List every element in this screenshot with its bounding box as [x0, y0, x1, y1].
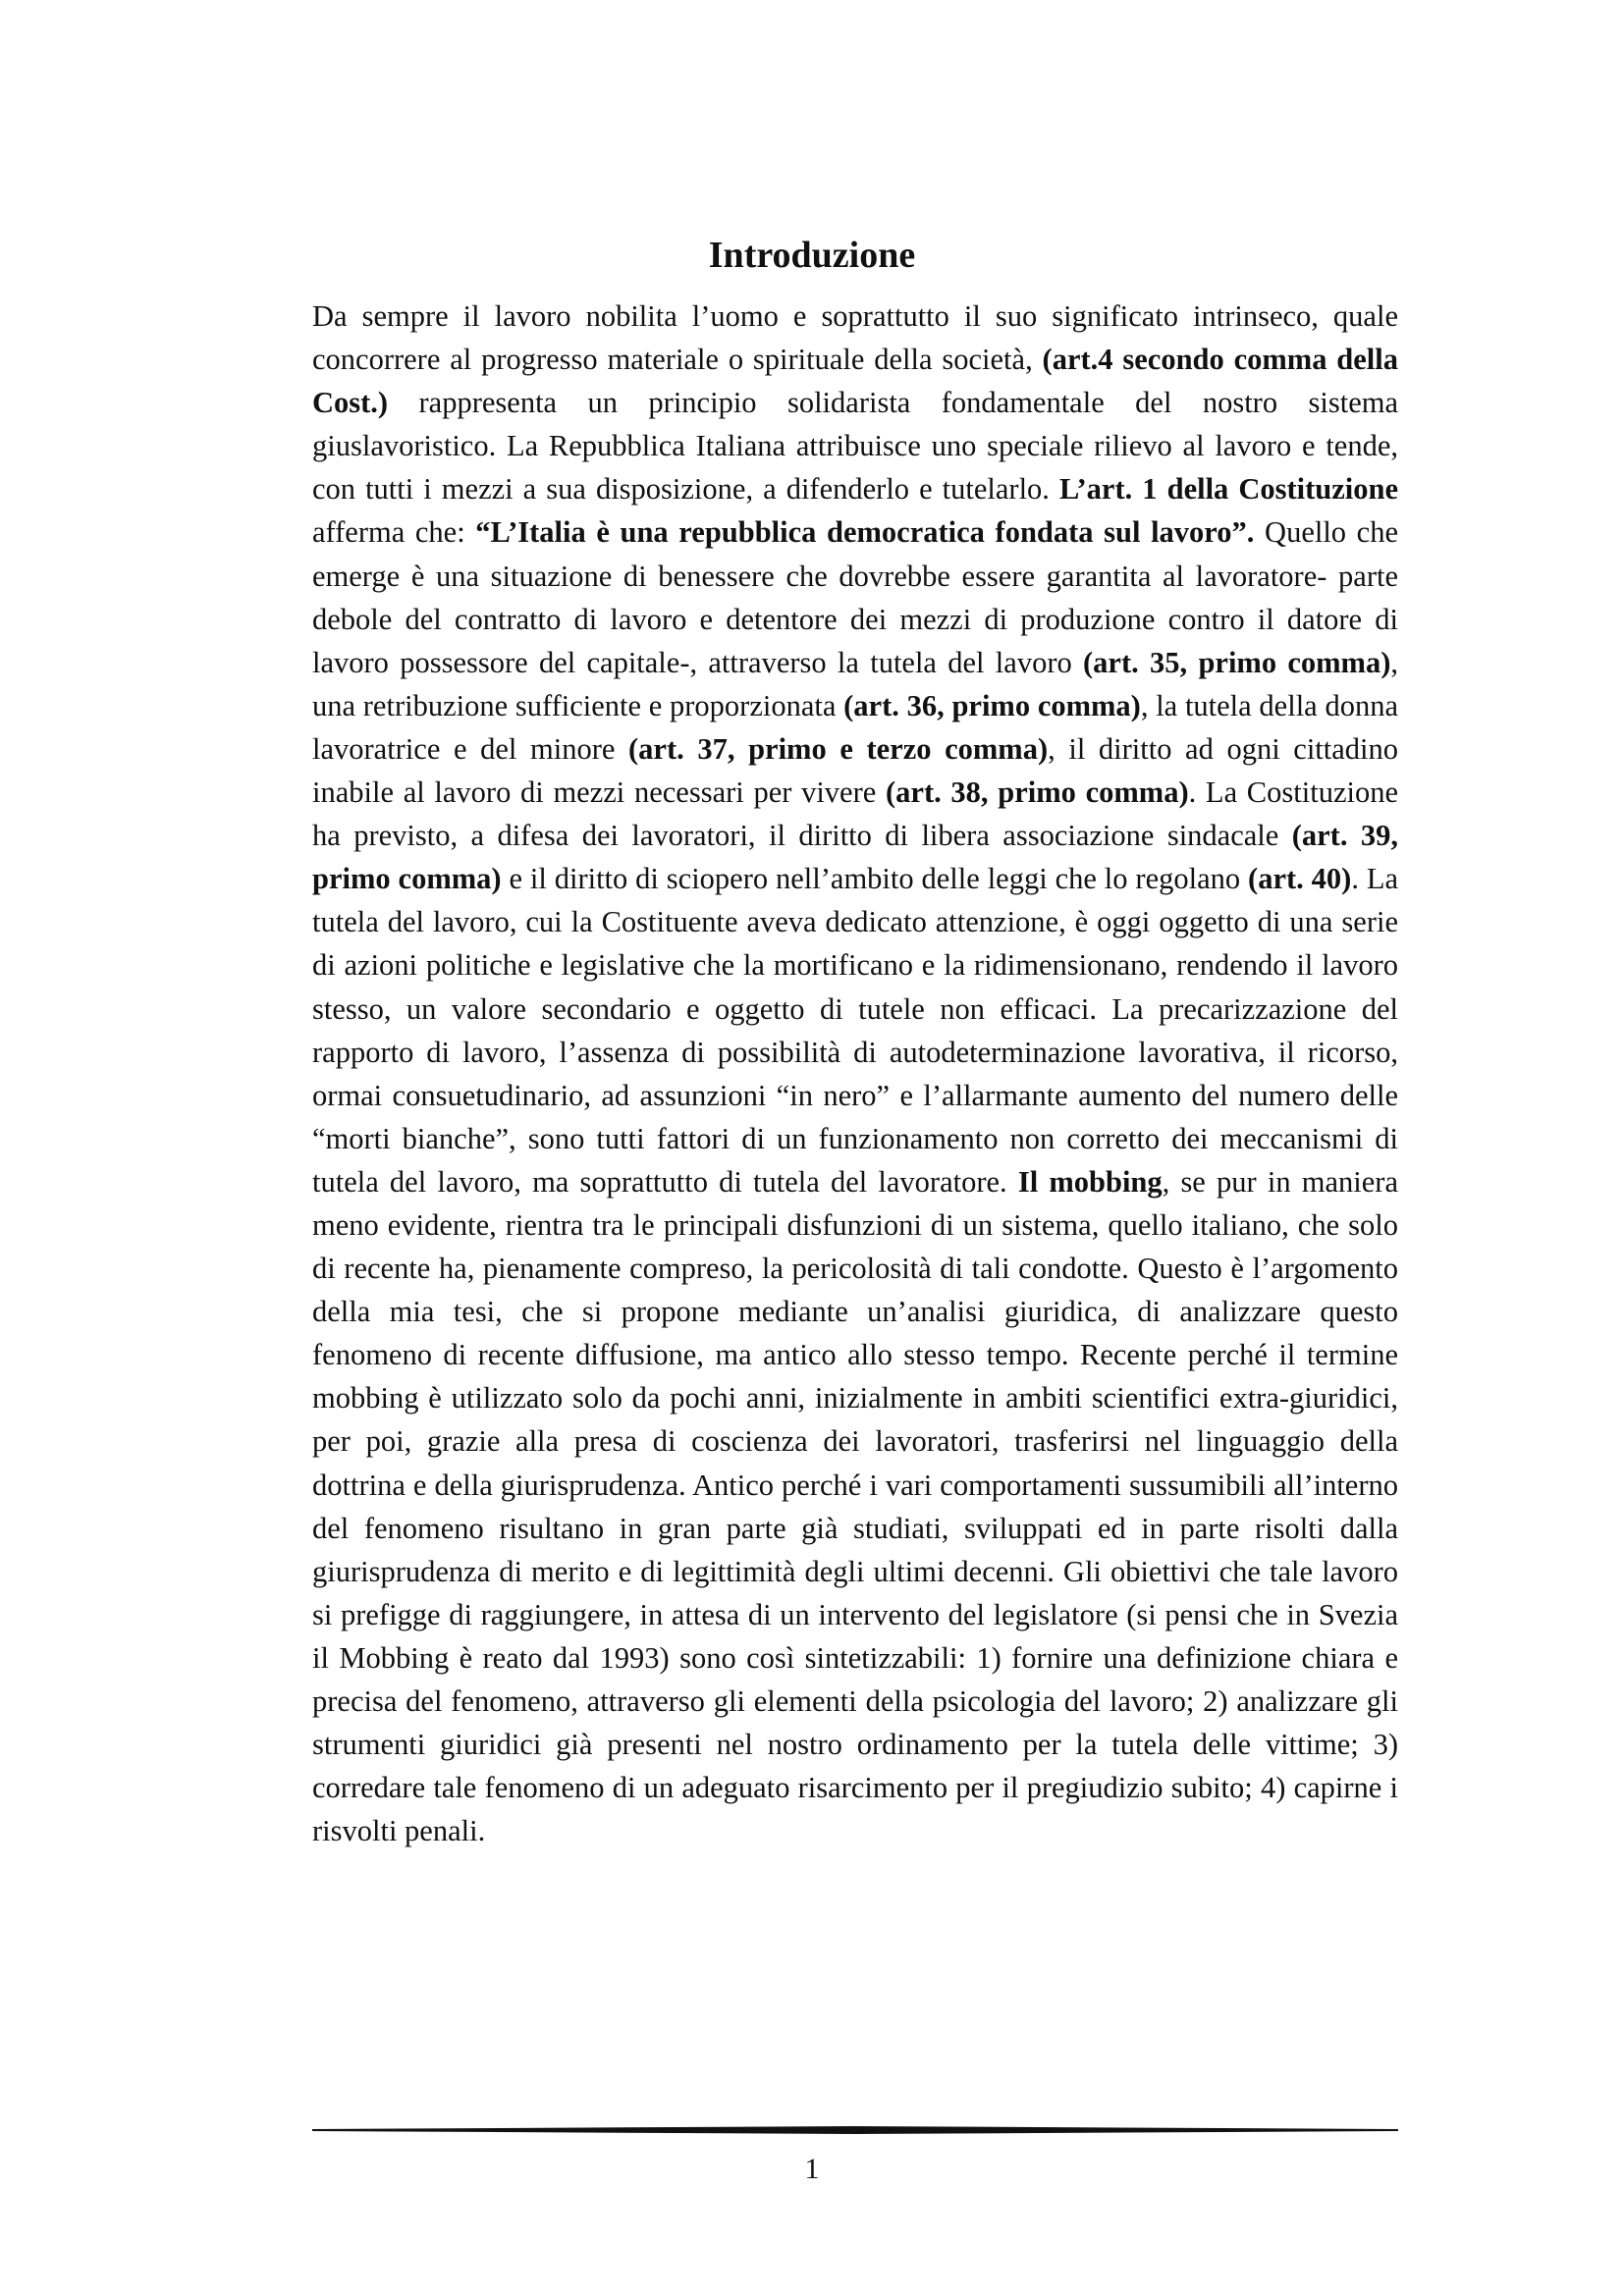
bold-reference: (art. 37, primo e terzo comma)	[628, 731, 1049, 766]
bold-reference: (art. 40)	[1248, 862, 1352, 896]
footer-divider-line	[312, 2126, 1398, 2134]
text-segment: . La tutela del lavoro, cui la Costituente aveva dedicato attenzione, è oggi oggetto di una serie di azioni politiche e legislative che la mortificano e la ridimensionano, rendendo il lavoro stesso, un valore secondario e oggetto di tutele non efficaci. La precarizzazione del rapporto di lavoro, l’assenza di possibilità di autodeterminazione lavorativa, il ricorso, ormai consuetudinario, ad assunzioni “in nero” e l’allarmante aumento del numero delle “morti bianche”, sono tutti fattori di un funzionamento non corretto dei meccanismi di tutela del lavoro, ma soprattutto di tutela del lavoratore.	[312, 862, 1399, 1199]
bold-reference: (art.4 secondo comma della Cost.)	[312, 343, 1398, 420]
page-number: 1	[804, 2153, 820, 2185]
bold-reference: (art. 39, primo comma)	[312, 819, 1398, 896]
text-segment: Da sempre il lavoro nobilita l’uomo e soprattutto il suo significato intrinseco, quale concorrere al progresso materiale o spirituale della società,	[312, 299, 1398, 377]
bold-reference: (art. 36, primo comma)	[843, 688, 1141, 722]
bold-quotation: “L’Italia è una repubblica democratica fondata sul lavoro”.	[475, 515, 1255, 550]
text-segment: afferma che:	[312, 515, 476, 550]
text-segment: , la tutela della donna lavoratrice e del minore	[312, 688, 1398, 766]
bold-reference: L’art. 1 della Costituzione	[1058, 472, 1399, 507]
footer-divider	[312, 2126, 1398, 2134]
bold-reference: (art. 38, primo comma)	[886, 775, 1189, 810]
introduction-paragraph	[312, 294, 1398, 1852]
text-segment: , se pur in maniera meno evidente, rientra tra le principali disfunzioni di un sistema, quello italiano, che solo di recente ha, pienamente compreso, la pericolosità di tali condotte. Questo è l’argomento della mia tesi, che si propone mediante un’analisi giuridica, di analizzare questo fenomeno di recente diffusione, ma antico allo stesso tempo. Recente perché il termine mobbing è utilizzato solo da pochi anni, inizialmente in ambiti scientifici extra-giuridici, per poi, grazie alla presa di coscienza dei lavoratori, trasferirsi nel linguaggio della dottrina e della giurisprudenza. Antico perché i vari comportamenti sussumibili all’interno del fenomeno risultano in gran parte già studiati, sviluppati ed in parte risolti dalla giurisprudenza di merito e di legittimità degli ultimi decenni. Gli obiettivi che tale lavoro si prefigge di raggiungere, in attesa di un intervento del legislatore (si pensi che in Svezia il Mobbing è reato dal 1993) sono così sintetizzabili: 1) fornire una definizione chiara e precisa del fenomeno, attraverso gli elementi della psicologia del lavoro; 2) analizzare gli strumenti giuridici già presenti nel nostro ordinamento per la tutela delle vittime; 3) corredare tale fenomeno di un adeguato risarcimento per il pregiudizio subito; 4) capirne i risvolti penali.	[312, 1164, 1398, 1848]
bold-reference: (art. 35, primo comma)	[1083, 645, 1391, 679]
text-segment: Quello che emerge è una situazione di benessere che dovrebbe essere garantita al lavoratore- parte debole del contratto di lavoro e detentore dei mezzi di produzione contro il datore di lavoro possessore del capitale-, attraverso la tutela del lavoro	[312, 515, 1398, 679]
text-segment: . La Costituzione ha previsto, a difesa dei lavoratori, il diritto di libera associazione sindacale	[312, 775, 1398, 853]
text-segment: rappresenta un principio solidarista fondamentale del nostro sistema giuslavoristico. La Repubblica Italiana attribuisce uno speciale rilievo al lavoro e tende, con tutti i mezzi a sua disposizione, a difenderlo e tutelarlo.	[312, 386, 1398, 507]
bold-keyword: Il mobbing	[1017, 1164, 1163, 1199]
page-title: Introduzione	[708, 235, 916, 276]
text-segment: , una retribuzione sufficiente e proporzionata	[312, 645, 1398, 722]
text-segment: e il diritto di sciopero nell’ambito delle leggi che lo regolano	[501, 862, 1249, 896]
text-segment: , il diritto ad ogni cittadino inabile al lavoro di mezzi necessari per vivere	[312, 731, 1399, 810]
